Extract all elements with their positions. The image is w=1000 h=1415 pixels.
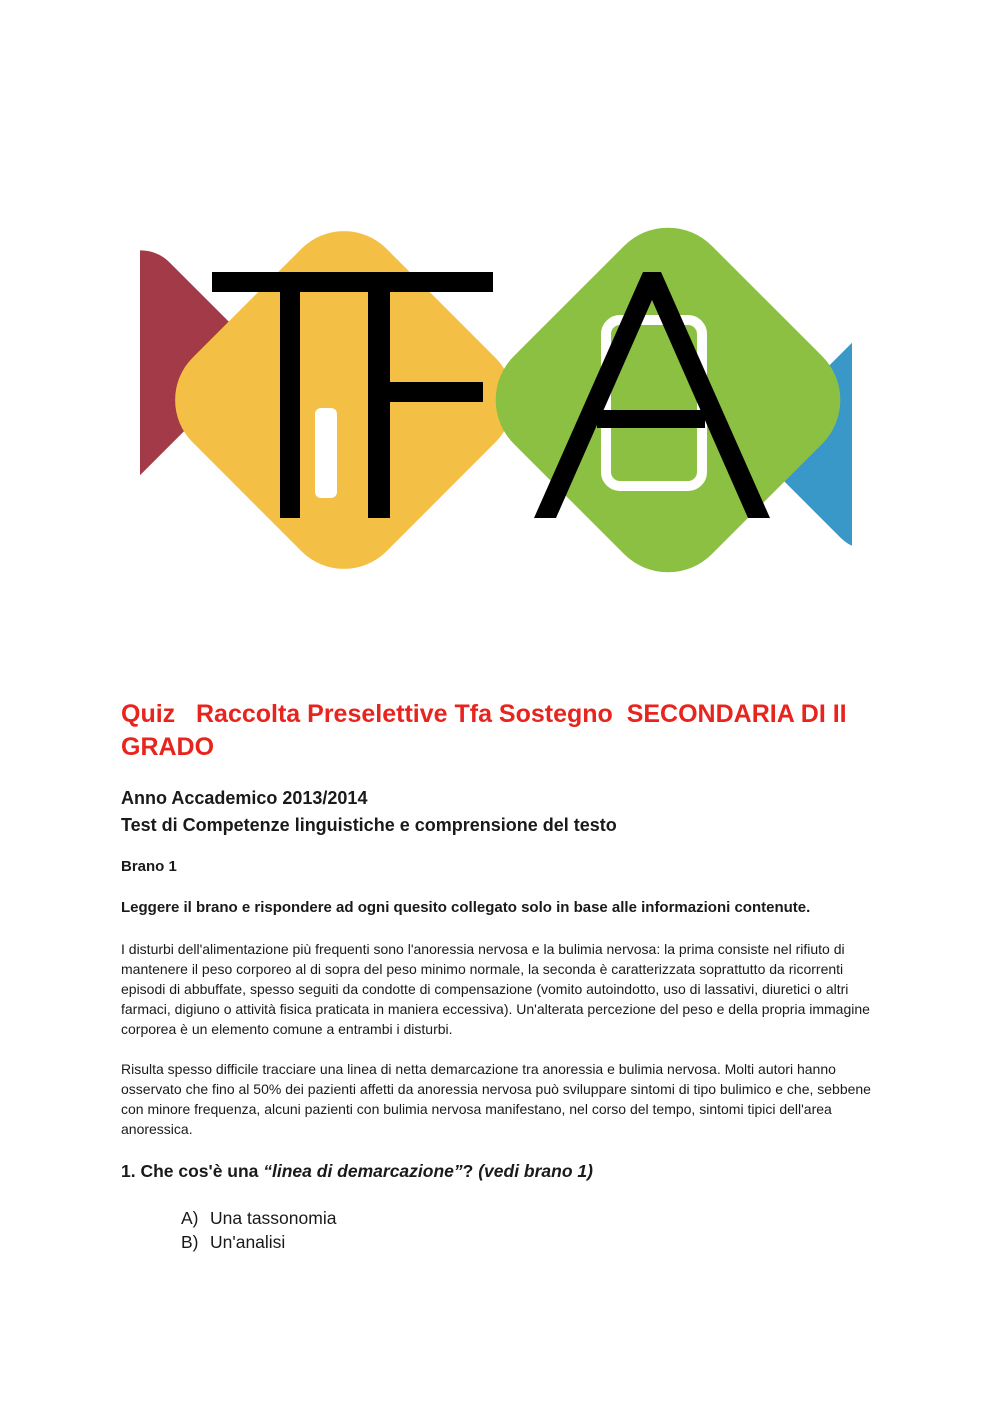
logo-green-shape [470,210,852,590]
subtitle-block [121,785,881,839]
option-text: Un'analisi [210,1232,286,1252]
option-text: Una tassonomia [210,1208,337,1228]
question-mark: ? [462,1161,474,1181]
option-letter: B) [181,1232,199,1252]
question-suffix: (vedi brano 1) [473,1161,593,1181]
test-name: Test di Competenze linguistiche e comprensione del testo [121,815,617,835]
tfa-logo [140,210,852,590]
option-letter: A) [181,1208,199,1228]
instructions: Leggere il brano e rispondere ad ogni quesito collegato solo in base alle informazioni contenute. [121,899,811,916]
paragraph-2: Risulta spesso difficile tracciare una linea di netta demarcazione tra anoressia e bulimia nervosa. Molti autori hanno osservato che fino al 50% dei pazienti affetti da anoressia nervosa può sviluppare sintomi di tipo bulimico e che, sebbene con minore frequenza, alcuni pazienti con bulimia nervosa manifestano, nel corso del tempo, sintomi tipici dell'area anoressica. [121,1061,871,1137]
question-1 [121,1161,881,1182]
option-a[interactable] [181,1206,881,1230]
document-content [121,698,881,1254]
answer-options [181,1206,881,1254]
brano-label: Brano 1 [121,858,177,875]
option-b[interactable] [181,1230,881,1254]
paragraph-1: I disturbi dell'alimentazione più frequenti sono l'anoressia nervosa e la bulimia nervosa: la prima consiste nel rifiuto di mantenere il peso corporeo al di sopra del peso minimo normale, la seconda è caratterizzata soprattutto da ricorrenti episodi di abbuffate, spesso seguiti da condotte di compensazione (vomito autoindotto, uso di lassativi, diuretici o altri farmaci, digiuno o attività fisica praticata in maniera eccessiva). Un'alterata percezione del peso e della propria immagine corporea è un elemento comune a entrambi i disturbi. [121,941,870,1037]
document-title: Quiz Raccolta Preselettive Tfa Sostegno SECONDARIA DI II GRADO [121,700,861,761]
question-prefix: 1. Che cos'è una [121,1161,264,1181]
question-term: “linea di demarcazione” [263,1161,463,1181]
academic-year: Anno Accademico 2013/2014 [121,788,368,808]
